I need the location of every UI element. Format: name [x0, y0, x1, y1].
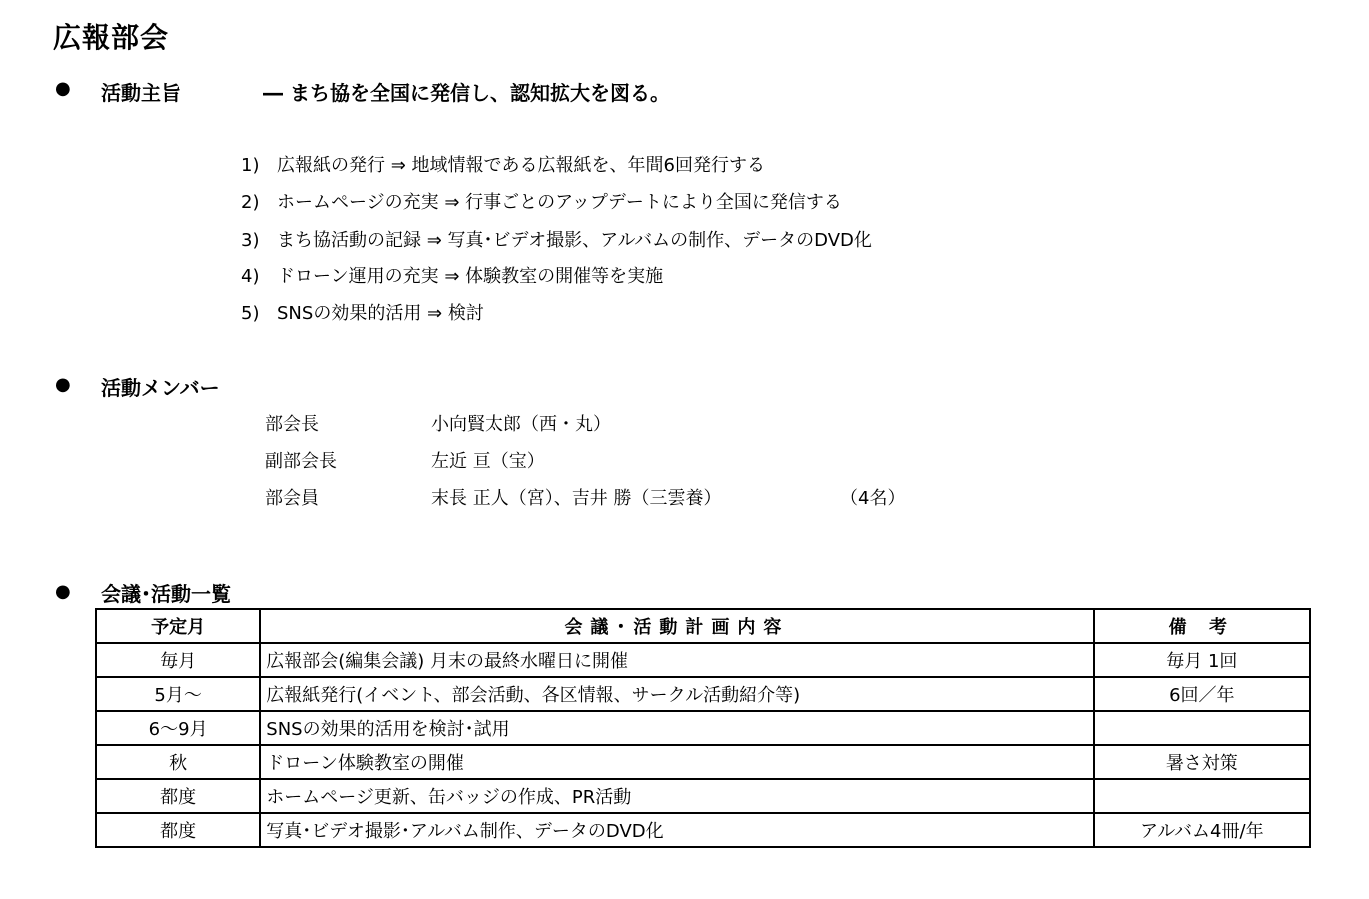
- bullet-icon: ●: [55, 78, 71, 99]
- cell-note: 毎月 1回: [1094, 643, 1310, 677]
- activities-table: [95, 608, 1311, 848]
- cell-content: 広報部会(編集会議) 月末の最終水曜日に開催: [260, 643, 1093, 677]
- activities-section-label: 会議･活動一覧: [101, 582, 231, 606]
- cell-note: アルバム4冊/年: [1094, 813, 1310, 847]
- member-role: 部会員: [265, 488, 319, 509]
- cell-note: [1094, 711, 1310, 745]
- table-row: [96, 779, 1310, 813]
- table-row: [96, 745, 1310, 779]
- table-row: [96, 711, 1310, 745]
- list-item: [241, 299, 484, 325]
- cell-note: 暑さ対策: [1094, 745, 1310, 779]
- list-item-number: 3): [241, 230, 260, 251]
- table-row: [96, 813, 1310, 847]
- cell-note: [1094, 779, 1310, 813]
- cell-month: 都度: [96, 813, 260, 847]
- purpose-statement: ― まち協を全国に発信し、認知拡大を図る。: [263, 81, 670, 105]
- cell-month: 毎月: [96, 643, 260, 677]
- cell-month: 6～9月: [96, 711, 260, 745]
- cell-content: ドローン体験教室の開催: [260, 745, 1093, 779]
- list-item-text: ドローン運用の充実 ⇒ 体験教室の開催等を実施: [277, 266, 664, 287]
- member-role: 部会長: [265, 414, 319, 435]
- member-count: （4名）: [840, 488, 906, 509]
- purpose-section-label: 活動主旨: [101, 81, 181, 105]
- list-item: [241, 188, 842, 214]
- bullet-icon: ●: [55, 374, 71, 395]
- member-name: 小向賢太郎（西・丸）: [431, 414, 611, 435]
- cell-content: 写真･ビデオ撮影･アルバム制作、データのDVD化: [260, 813, 1093, 847]
- list-item-number: 4): [241, 266, 260, 287]
- cell-note: 6回／年: [1094, 677, 1310, 711]
- cell-month: 都度: [96, 779, 260, 813]
- header-month: 予定月: [96, 609, 260, 643]
- cell-content: SNSの効果的活用を検討･試用: [260, 711, 1093, 745]
- list-item-text: ホームページの充実 ⇒ 行事ごとのアップデートにより全国に発信する: [277, 192, 842, 213]
- list-item-text: まち協活動の記録 ⇒ 写真･ビデオ撮影、アルバムの制作、データのDVD化: [277, 230, 872, 251]
- cell-content: ホームページ更新、缶バッジの作成、PR活動: [260, 779, 1093, 813]
- list-item-number: 1): [241, 155, 260, 176]
- list-item-text: SNSの効果的活用 ⇒ 検討: [277, 303, 484, 324]
- members-section-label: 活動メンバー: [101, 376, 220, 400]
- member-name: 左近 亘（宝）: [431, 451, 545, 472]
- page-title: 広報部会: [53, 21, 170, 54]
- list-item: [241, 151, 765, 177]
- table-row: [96, 643, 1310, 677]
- list-item: [241, 262, 663, 288]
- member-name: 末長 正人（宮）、吉井 勝（三雲養）: [431, 488, 722, 509]
- cell-content: 広報紙発行(イベント、部会活動、各区情報、サークル活動紹介等): [260, 677, 1093, 711]
- list-item: [241, 226, 872, 252]
- list-item-text: 広報紙の発行 ⇒ 地域情報である広報紙を、年間6回発行する: [277, 155, 765, 176]
- member-role: 副部会長: [265, 451, 337, 472]
- table-row: [96, 677, 1310, 711]
- bullet-icon: ●: [55, 581, 71, 602]
- cell-month: 5月～: [96, 677, 260, 711]
- list-item-number: 5): [241, 303, 260, 324]
- header-content: 会議･活動計画内容: [260, 609, 1093, 643]
- table-header-row: [96, 609, 1310, 643]
- list-item-number: 2): [241, 192, 260, 213]
- cell-month: 秋: [96, 745, 260, 779]
- header-note: 備 考: [1094, 609, 1310, 643]
